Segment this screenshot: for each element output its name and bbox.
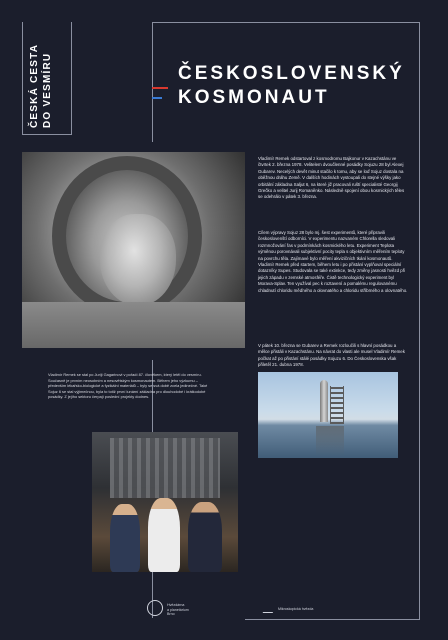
- series-label: [28, 44, 54, 128]
- logo1-line-3: Brno: [167, 612, 175, 617]
- paragraph-experiments: Cílem výpravy Sojuz 28 bylo mj. šest experimentů, které připravili českoslovenští odborníci. V experimentu nazvaném Chlorella sledovali rozmnožování řas v podmínkách kosmického letu. Experiment Teplota výměnou porovnávali subjektivní pocity tepla s objektivním měřením teploty na povrchu těla. Zajímavé bylo měření akvizičních tkání kosmonautů. Vladimír Remek před startem, během letu i po přistání vyplňoval speciální dotazníky Supes. Studovala se také extinkce, tedy změny jasnosti hvězd při jejich západu v zemské atmosféře. Čistě technologický experiment byl Morava-Splav. Ten využíval pec k roztavení a pomalému regulovanému chladnutí chloridu měďného a olovnatého a chloridu stříbrného a olovnatého.: [258, 230, 408, 293]
- page-title: [178, 62, 405, 110]
- spacesuit: [22, 302, 245, 348]
- planetarium-logo-icon: [147, 600, 163, 616]
- crew-member-2: [148, 498, 180, 572]
- frame-line-bottom: [245, 619, 420, 620]
- frame-line-right: [419, 22, 420, 620]
- cosmonaut-portrait-photo: [22, 152, 245, 348]
- series-label-line-2: DO VESMÍRU: [42, 52, 53, 128]
- crew-photo: [92, 432, 238, 572]
- title-line-1: ČESKOSLOVENSKÝ: [178, 63, 405, 84]
- accent-red-bar: [152, 87, 168, 89]
- equipment-background: [110, 438, 220, 498]
- rocket: [320, 380, 328, 422]
- photo-caption: Vladimír Remek se stal po Juriji Gagarinovi v pořadí 87. člověkem, který letěl do vesmíru. Současně je prvním neosobním a nesovětským kosmonautem. Během jeho výzkumu – především lékařsko-biologické a fyzikální materiálů – byly se svá době zcela jedinečné. Také Sojuz 6 se stal výjimečnou, byla to totiž první lunární základna pro dlouhodobé i krátkodobé posádky. Z jejího sektoru čerpají poslední projekty dodnes.: [48, 372, 208, 400]
- face: [100, 214, 176, 306]
- planetarium-logo-text: [167, 603, 207, 617]
- water-reflection: [316, 426, 344, 456]
- partner-logo-icon: [263, 608, 276, 613]
- accent-blue-bar: [152, 97, 162, 99]
- paragraph-launch: Vladimír Remek odstartoval z kosmodromu Bajkonur v Kazachstánu ve čtvrtek 2. března 1978. Velitelem dvoučlenné posádky Sojuzu 28 byl Alexej Gubarev. Necelých devět minut stačilo k tomu, aby se loď Sojuz dostala na oběžnou dráhu Země. V dalších hodinách vystoupali do stejné výšky jako orbitální základna Saljut 6, na které již pracovali ruští specialisté Georgij Grečko a velitel Jurij Romaněnko. Následně spojení obou kosmických těles se odehrálo v pátek 3. března.: [258, 156, 405, 200]
- frame-line-left: [152, 22, 153, 142]
- partner-logo-text: Mikroskopická hvězda: [278, 607, 314, 611]
- crew-member-3: [188, 502, 222, 572]
- logo1-line-1: Hvězdárna: [167, 603, 185, 607]
- paragraph-landing: V pátek 10. března se Gubarev a Remek rozloučili s hlavní posádkou a mělce přistáli v Kazachstánu. Na návrat do vlasti ale musel Vladimír Remek počkat až po přistání stálé posádky Sojuzu 6. Do Československa však přiletěl 21. dubna 1978.: [258, 343, 405, 368]
- title-line-2: KOSMONAUT: [178, 87, 330, 108]
- launch-tower: [330, 386, 344, 424]
- crew-member-1: [110, 504, 140, 572]
- rocket-launch-photo: [258, 372, 398, 458]
- frame-line-top: [152, 22, 420, 23]
- series-label-line-1: ČESKÁ CESTA: [29, 43, 40, 128]
- logo1-line-2: a planetárium: [167, 607, 189, 612]
